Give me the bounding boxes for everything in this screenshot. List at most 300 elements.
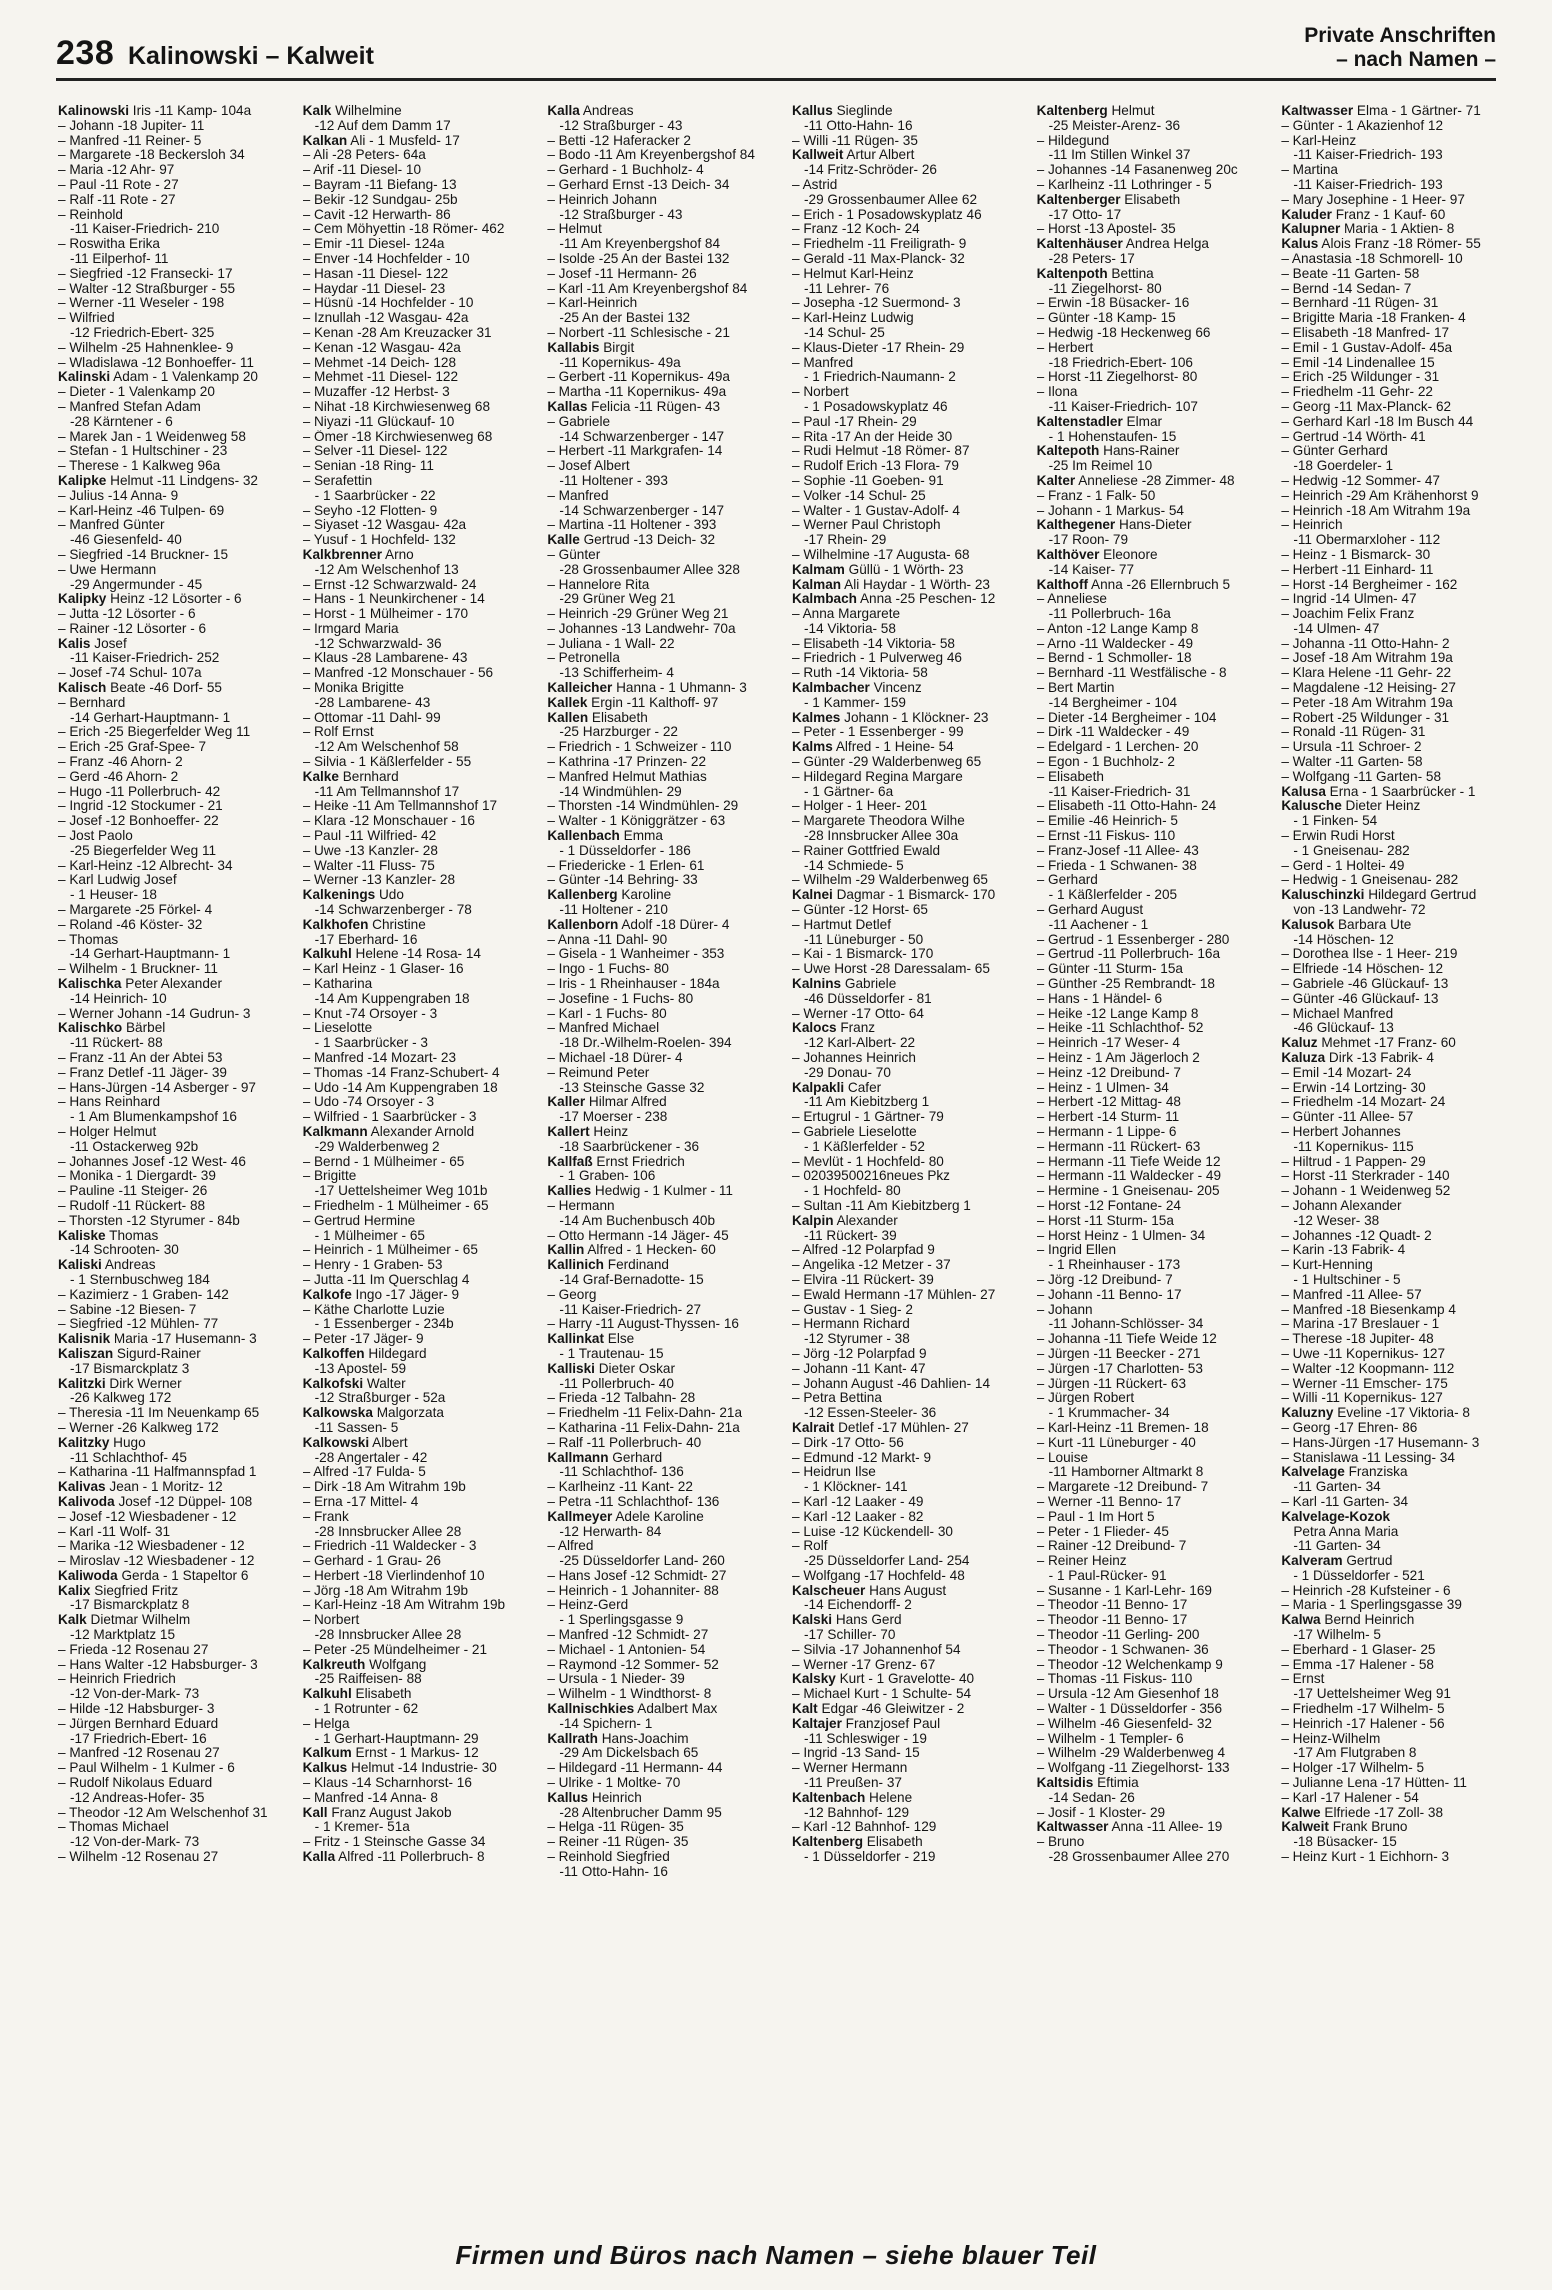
entry-text: Elmar xyxy=(1122,414,1163,429)
surname: Kaluzny xyxy=(1281,1406,1334,1421)
directory-entry xyxy=(547,666,778,681)
entry-text: – Walter -12 Koopmann- 112 xyxy=(1281,1361,1455,1376)
directory-entry xyxy=(303,1007,534,1022)
directory-entry xyxy=(1281,1702,1512,1717)
entry-text: – Karl-Heinz Ludwig xyxy=(792,311,914,326)
directory-entry xyxy=(303,474,534,489)
entry-text: Ali Haydar - 1 Wörth- 23 xyxy=(841,577,990,592)
directory-entry xyxy=(58,755,289,770)
directory-entry xyxy=(547,1199,778,1214)
directory-entry xyxy=(303,992,534,1007)
entry-text: – Friedrich -11 Waldecker - 3 xyxy=(302,1539,477,1554)
entry-text: – Hiltrud - 1 Pappen- 29 xyxy=(1281,1154,1426,1169)
directory-entry xyxy=(303,533,534,548)
surname-entry xyxy=(792,888,1023,903)
surname: Kallas xyxy=(547,399,588,414)
entry-text: – Ingrid -14 Ulmen- 47 xyxy=(1281,592,1417,607)
entry-text: – Wilhelm -29 Walderbenweg 65 xyxy=(792,873,988,888)
entry-text: Vincenz xyxy=(869,681,922,696)
entry-text: Dietmar Wilhelm xyxy=(86,1613,191,1628)
entry-text: - 1 Düsseldorfer - 219 xyxy=(804,1850,936,1865)
surname: Kallnischkies xyxy=(547,1702,635,1717)
entry-text: – Josefine - 1 Fuchs- 80 xyxy=(547,991,694,1006)
entry-text: Elisabeth xyxy=(1120,192,1181,207)
surname-entry xyxy=(792,104,1023,119)
directory-entry xyxy=(1037,607,1268,622)
directory-entry xyxy=(792,1243,1023,1258)
directory-entry xyxy=(303,711,534,726)
entry-text: – Iznullah -12 Wasgau- 42a xyxy=(302,311,469,326)
entry-text: – Josef -11 Hermann- 26 xyxy=(547,266,697,281)
entry-text: - 1 Düsseldorfer - 521 xyxy=(1293,1568,1425,1583)
surname: Kalkuhl xyxy=(302,947,352,962)
directory-entry xyxy=(547,977,778,992)
directory-entry xyxy=(547,844,778,859)
directory-entry xyxy=(1037,533,1268,548)
entry-text: – Rolf Ernst xyxy=(302,725,374,740)
surname-entry xyxy=(303,1658,534,1673)
entry-text: Birgit xyxy=(599,340,635,355)
surname: Kalmam xyxy=(792,562,845,577)
entry-text: – Rolf xyxy=(792,1539,828,1554)
directory-entry xyxy=(58,1717,289,1732)
entry-text: Elma - 1 Gärtner- 71 xyxy=(1353,104,1481,118)
directory-entry xyxy=(1281,415,1512,430)
directory-entry xyxy=(547,1066,778,1081)
entry-text: – Hedwig - 1 Gneisenau- 282 xyxy=(1281,873,1459,888)
entry-text: - 1 Klöckner- 141 xyxy=(804,1480,908,1495)
directory-entry xyxy=(303,607,534,622)
entry-text: – Günter Gerhard xyxy=(1281,444,1388,459)
directory-entry xyxy=(547,548,778,563)
directory-entry xyxy=(1037,1317,1268,1332)
entry-text: – Wilhelm -46 Giesenfeld- 32 xyxy=(1036,1716,1212,1731)
entry-text: – Therese - 1 Kalkweg 96a xyxy=(58,459,221,474)
directory-entry xyxy=(792,1643,1023,1658)
entry-text: -11 Holtener - 393 xyxy=(559,473,668,488)
entry-text: Hans-Dieter xyxy=(1115,518,1192,533)
directory-entry xyxy=(58,844,289,859)
directory-entry xyxy=(1281,666,1512,681)
entry-text: Franz - 1 Kauf- 60 xyxy=(1331,207,1446,222)
entry-text: – Emma -17 Halener - 58 xyxy=(1281,1657,1434,1672)
entry-text: – Nihat -18 Kirchwiesenweg 68 xyxy=(302,399,491,414)
directory-entry xyxy=(303,1229,534,1244)
surname: Kalipky xyxy=(58,592,107,607)
directory-entry xyxy=(58,222,289,237)
directory-entry xyxy=(1037,740,1268,755)
surname: Kallus xyxy=(547,1790,589,1805)
entry-text: – Josef -12 Bonhoeffer- 22 xyxy=(58,814,219,829)
entry-text: – Hans - 1 Händel- 6 xyxy=(1036,991,1163,1006)
directory-entry xyxy=(1037,400,1268,415)
entry-text: -12 Marktplatz 15 xyxy=(70,1628,176,1643)
surname-entry xyxy=(1037,578,1268,593)
directory-entry xyxy=(58,962,289,977)
entry-text: -11 Schlachthof- 136 xyxy=(559,1465,684,1480)
directory-entry xyxy=(1281,1273,1512,1288)
directory-entry xyxy=(1037,785,1268,800)
directory-entry xyxy=(303,873,534,888)
directory-entry xyxy=(1037,459,1268,474)
entry-text: – Johann xyxy=(1036,1302,1093,1317)
directory-entry xyxy=(303,1258,534,1273)
directory-entry xyxy=(58,252,289,267)
directory-entry xyxy=(303,1539,534,1554)
entry-text: – Josepha -12 Suermond- 3 xyxy=(792,296,961,311)
entry-text: – Theodor -12 Am Welschenhof 31 xyxy=(58,1805,268,1820)
entry-text: – Udo -14 Am Kuppengraben 18 xyxy=(302,1080,498,1095)
directory-entry xyxy=(1037,178,1268,193)
surname-entry xyxy=(303,1125,534,1140)
surname-entry xyxy=(792,681,1023,696)
entry-text: Heinz xyxy=(589,1124,629,1139)
entry-text: – Ingrid Ellen xyxy=(1036,1243,1117,1258)
entry-text: – Ömer -18 Kirchwiesenweg 68 xyxy=(302,429,493,444)
directory-entry xyxy=(58,1066,289,1081)
surname: Kalle xyxy=(547,533,580,548)
entry-text: – Marika -12 Wiesbadener - 12 xyxy=(58,1539,245,1554)
entry-text: -14 Spichern- 1 xyxy=(559,1716,653,1731)
entry-text: – Erich - 1 Posadowskyplatz 46 xyxy=(792,207,982,222)
surname: Kalkhofen xyxy=(302,917,369,932)
entry-text: – Heinz Kurt - 1 Eichhorn- 3 xyxy=(1281,1850,1450,1865)
entry-text: -11 Eilperhof- 11 xyxy=(70,251,169,266)
entry-text: – Gertrud -11 Pollerbruch- 16a xyxy=(1036,947,1221,962)
surname: Kalkoffen xyxy=(302,1346,365,1361)
directory-entry xyxy=(303,962,534,977)
surname: Kalmbach xyxy=(792,592,857,607)
entry-text: – Kathrina -17 Prinzen- 22 xyxy=(547,755,707,770)
entry-text: – Theodor -12 Welchenkamp 9 xyxy=(1036,1657,1223,1672)
entry-text: – Jörg -12 Dreibund- 7 xyxy=(1036,1272,1173,1287)
entry-text: – Hasan -11 Diesel- 122 xyxy=(302,266,449,281)
entry-text: – Kenan -28 Am Kreuzacker 31 xyxy=(302,325,492,340)
directory-entry xyxy=(303,755,534,770)
directory-entry xyxy=(1281,740,1512,755)
surname-entry xyxy=(1281,1820,1512,1835)
directory-entry xyxy=(547,1347,778,1362)
surname: Kalrait xyxy=(792,1420,835,1435)
directory-entry xyxy=(58,859,289,874)
entry-text: – Bernhard -11 Westfälische - 8 xyxy=(1036,666,1227,681)
directory-entry xyxy=(547,1628,778,1643)
entry-text: – Bernd -14 Sedan- 7 xyxy=(1281,281,1412,296)
entry-text: – Ernst -12 Schwarzwald- 24 xyxy=(302,577,477,592)
entry-text: – Siegfried -12 Fransecki- 17 xyxy=(58,266,233,281)
directory-entry xyxy=(58,148,289,163)
entry-text: – Michael Kurt - 1 Schulte- 54 xyxy=(792,1687,972,1702)
surname: Kalix xyxy=(58,1583,91,1598)
entry-text: – Gerhard Karl -18 Im Busch 44 xyxy=(1281,414,1474,429)
entry-text: -11 Rückert- 39 xyxy=(804,1228,897,1243)
surname-entry xyxy=(303,1850,534,1865)
directory-entry xyxy=(303,622,534,637)
entry-text: Adele Karoline xyxy=(612,1509,704,1524)
entry-text: – Martina -11 Holtener - 393 xyxy=(547,518,717,533)
surname-entry xyxy=(792,711,1023,726)
directory-entry xyxy=(303,1214,534,1229)
directory-entry xyxy=(1037,873,1268,888)
directory-entry xyxy=(792,504,1023,519)
surname: Kalwa xyxy=(1281,1613,1321,1628)
directory-entry xyxy=(58,888,289,903)
directory-entry xyxy=(1281,1391,1512,1406)
directory-entry xyxy=(1037,489,1268,504)
directory-entry xyxy=(1037,933,1268,948)
directory-entry xyxy=(547,1391,778,1406)
directory-entry xyxy=(547,1717,778,1732)
directory-entry xyxy=(547,814,778,829)
entry-text: – Silvia - 1 Käßlerfelder - 55 xyxy=(302,755,472,770)
entry-text: – Dirk -18 Am Witrahm 19b xyxy=(302,1480,466,1495)
entry-text: – Friedericke - 1 Erlen- 61 xyxy=(547,858,705,873)
surname: Kaltepoth xyxy=(1036,444,1100,459)
directory-entry xyxy=(58,1155,289,1170)
entry-text: -12 Bahnhof- 129 xyxy=(804,1805,910,1820)
surname-entry xyxy=(58,637,289,652)
directory-entry xyxy=(1281,459,1512,474)
directory-entry xyxy=(792,1436,1023,1451)
entry-text: – Rainer -12 Dreibund- 7 xyxy=(1036,1539,1187,1554)
directory-entry xyxy=(1281,1658,1512,1673)
directory-entry xyxy=(792,607,1023,622)
directory-entry xyxy=(792,1169,1023,1184)
entry-text: - 1 Gärtner- 6a xyxy=(804,784,894,799)
directory-entry xyxy=(303,237,534,252)
directory-entry xyxy=(58,933,289,948)
surname-entry xyxy=(1281,1510,1512,1525)
directory-entry xyxy=(547,178,778,193)
directory-entry xyxy=(303,489,534,504)
entry-text: – Ali -28 Peters- 64a xyxy=(302,148,426,163)
entry-text: -12 Andreas-Hofer- 35 xyxy=(70,1790,205,1805)
directory-entry xyxy=(1281,933,1512,948)
directory-entry xyxy=(58,1007,289,1022)
entry-text: Hanna - 1 Uhmann- 3 xyxy=(612,681,747,696)
surname: Kalkmann xyxy=(302,1124,368,1139)
directory-entry xyxy=(792,696,1023,711)
entry-text: – Gerhard Ernst -13 Deich- 34 xyxy=(547,177,730,192)
entry-text: Cafer xyxy=(844,1080,882,1095)
directory-entry xyxy=(1281,119,1512,134)
directory-entry xyxy=(303,356,534,371)
directory-entry xyxy=(303,681,534,696)
entry-text: – Herbert xyxy=(1036,340,1094,355)
entry-text: – Edelgard - 1 Lerchen- 20 xyxy=(1036,740,1199,755)
entry-text: - 1 Hochfeld- 80 xyxy=(804,1184,901,1199)
directory-entry xyxy=(303,370,534,385)
surname-entry xyxy=(58,1584,289,1599)
directory-entry xyxy=(547,134,778,149)
directory-entry xyxy=(1037,370,1268,385)
directory-entry xyxy=(1281,1199,1512,1214)
entry-text: – Henry - 1 Graben- 53 xyxy=(302,1258,443,1273)
entry-text: – Alfred -12 Polarpfad 9 xyxy=(792,1243,935,1258)
directory-entry xyxy=(1281,1332,1512,1347)
entry-text: – Hermann Richard xyxy=(792,1317,910,1332)
entry-text: -17 Am Flutgraben 8 xyxy=(1293,1746,1417,1761)
entry-text: – Elisabeth -11 Otto-Hahn- 24 xyxy=(1036,799,1217,814)
directory-entry xyxy=(547,1850,778,1865)
directory-entry xyxy=(1281,770,1512,785)
directory-entry xyxy=(303,1451,534,1466)
entry-text: – Horst -13 Apostel- 35 xyxy=(1036,222,1176,237)
entry-text: Wilhelmine xyxy=(331,104,402,118)
entry-text: – Reinhold Siegfried xyxy=(547,1850,670,1865)
entry-text: – Hermann -11 Waldecker - 49 xyxy=(1036,1169,1222,1184)
directory-entry xyxy=(1281,267,1512,282)
surname: Kalipke xyxy=(58,473,107,488)
surname-entry xyxy=(792,1081,1023,1096)
entry-text: – Jürgen -17 Charlotten- 53 xyxy=(1036,1361,1203,1376)
entry-text: - 1 Düsseldorfer - 186 xyxy=(559,843,691,858)
directory-entry xyxy=(1037,385,1268,400)
entry-text: – Franz -12 Koch- 24 xyxy=(792,222,920,237)
directory-entry xyxy=(547,1140,778,1155)
surname-entry xyxy=(792,1702,1023,1717)
entry-text: -46 Düsseldorfer - 81 xyxy=(804,991,932,1006)
directory-entry xyxy=(547,1229,778,1244)
directory-entry xyxy=(792,1746,1023,1761)
entry-text: – Jürgen Robert xyxy=(1036,1391,1135,1406)
directory-entry xyxy=(792,637,1023,652)
directory-entry xyxy=(1281,1850,1512,1865)
directory-entry xyxy=(1037,1613,1268,1628)
entry-text: - 1 Mülheimer - 65 xyxy=(314,1228,425,1243)
directory-entry xyxy=(58,415,289,430)
entry-text: - 1 Käßlerfelder - 52 xyxy=(804,1139,925,1154)
directory-entry xyxy=(1037,1643,1268,1658)
entry-text: – Gertrud -14 Wörth- 41 xyxy=(1281,429,1426,444)
entry-text: – Manfred -14 Mozart- 23 xyxy=(302,1051,457,1065)
entry-text: - 1 Rotrunter - 62 xyxy=(314,1702,419,1717)
directory-entry xyxy=(58,296,289,311)
entry-text: – Ruth -14 Viktoria- 58 xyxy=(792,666,928,681)
directory-entry xyxy=(792,1391,1023,1406)
entry-text: – Pauline -11 Steiger- 26 xyxy=(58,1184,208,1199)
directory-entry xyxy=(1281,992,1512,1007)
entry-text: – Ernst -11 Fiskus- 110 xyxy=(1036,829,1176,844)
entry-text: Peter Alexander xyxy=(121,977,222,992)
entry-text: von -13 Landwehr- 72 xyxy=(1293,903,1426,918)
directory-entry xyxy=(58,1273,289,1288)
directory-entry xyxy=(1037,430,1268,445)
entry-text: -17 Uettelsheimer Weg 101b xyxy=(314,1184,488,1199)
directory-entry xyxy=(58,770,289,785)
entry-text: – Kazimierz - 1 Graben- 142 xyxy=(58,1287,229,1302)
directory-entry xyxy=(58,725,289,740)
directory-entry xyxy=(1037,134,1268,149)
surname: Kaltenstadler xyxy=(1036,414,1123,429)
directory-entry xyxy=(303,844,534,859)
entry-text: – Egon - 1 Buchholz- 2 xyxy=(1036,755,1175,770)
entry-text: – Josef -18 Am Witrahm 19a xyxy=(1281,651,1453,666)
entry-text: -11 Garten- 34 xyxy=(1293,1539,1381,1554)
entry-text: -17 Friedrich-Ebert- 16 xyxy=(70,1731,207,1746)
directory-entry xyxy=(58,548,289,563)
entry-text: – Karin -13 Fabrik- 4 xyxy=(1281,1243,1406,1258)
surname: Kalmes xyxy=(792,710,841,725)
entry-text: – Norbert xyxy=(792,385,849,400)
directory-entry xyxy=(1281,1229,1512,1244)
directory-entry xyxy=(1037,1377,1268,1392)
directory-entry xyxy=(547,1317,778,1332)
entry-text: – Ottomar -11 Dahl- 99 xyxy=(302,710,441,725)
entry-text: – Joachim Felix Franz xyxy=(1281,607,1415,622)
directory-entry xyxy=(792,1820,1023,1835)
entry-text: Helene xyxy=(865,1790,913,1805)
entry-text: -17 Bismarckplatz 3 xyxy=(70,1361,190,1376)
entry-text: – Bayram -11 Biefang- 13 xyxy=(302,177,457,192)
surname: Kalitzki xyxy=(58,1376,106,1391)
directory-entry xyxy=(792,385,1023,400)
entry-text: – Michael -18 Dürer- 4 xyxy=(547,1051,683,1065)
directory-entry xyxy=(1037,1051,1268,1066)
surname: Kallmeyer xyxy=(547,1509,613,1524)
entry-text: – Johanna -11 Otto-Hahn- 2 xyxy=(1281,636,1450,651)
entry-text: -18 Büsacker- 15 xyxy=(1293,1835,1397,1850)
directory-entry xyxy=(547,859,778,874)
surname: Kalk xyxy=(302,104,332,118)
entry-text: - 1 Paul-Rücker- 91 xyxy=(1048,1568,1167,1583)
surname-entry xyxy=(1281,208,1512,223)
surname-entry xyxy=(547,1243,778,1258)
entry-text: – Karl -12 Laaker - 49 xyxy=(792,1494,924,1509)
surname-entry xyxy=(547,829,778,844)
entry-text: – Rainer Gottfried Ewald xyxy=(792,843,941,858)
directory-entry xyxy=(1037,1791,1268,1806)
directory-entry xyxy=(547,1081,778,1096)
entry-text: -29 Am Dickelsbach 65 xyxy=(559,1746,699,1761)
surname: Kalinski xyxy=(58,370,111,385)
entry-text: -11 Kopernikus- 115 xyxy=(1293,1139,1414,1154)
entry-text: - 1 Sperlingsgasse 9 xyxy=(559,1613,684,1628)
directory-entry xyxy=(1281,356,1512,371)
directory-entry xyxy=(58,326,289,341)
surname-entry xyxy=(547,1791,778,1806)
directory-entry xyxy=(792,829,1023,844)
entry-text: – Ursula -12 Am Giesenhof 18 xyxy=(1036,1687,1219,1702)
directory-entry xyxy=(1037,1303,1268,1318)
directory-entry xyxy=(58,178,289,193)
entry-text: – Manfred xyxy=(547,488,609,503)
entry-text: – Peter - 1 Flieder- 45 xyxy=(1036,1524,1169,1539)
directory-entry xyxy=(1281,370,1512,385)
entry-text: -14 Heinrich- 10 xyxy=(70,991,167,1006)
directory-entry xyxy=(1037,1451,1268,1466)
entry-text: – Günter xyxy=(547,547,601,562)
directory-entry xyxy=(303,1155,534,1170)
surname-entry xyxy=(58,1332,289,1347)
directory-entry xyxy=(1037,1081,1268,1096)
entry-text: – Ingo - 1 Fuchs- 80 xyxy=(547,962,669,977)
directory-entry xyxy=(1281,1628,1512,1643)
directory-entry xyxy=(58,1303,289,1318)
directory-entry xyxy=(792,844,1023,859)
directory-entry xyxy=(792,859,1023,874)
entry-text: – Hermann -11 Tiefe Weide 12 xyxy=(1036,1154,1221,1169)
directory-entry xyxy=(303,518,534,533)
entry-text: – Jost Paolo xyxy=(58,829,133,844)
surname: Kaliske xyxy=(58,1228,106,1243)
entry-text: Gertrud xyxy=(1342,1554,1393,1569)
surname: Kalthoff xyxy=(1036,577,1088,592)
entry-text: -25 An der Bastei 132 xyxy=(559,311,691,326)
directory-entry xyxy=(1281,1317,1512,1332)
directory-columns xyxy=(58,104,1512,2219)
directory-entry xyxy=(1037,1007,1268,1022)
